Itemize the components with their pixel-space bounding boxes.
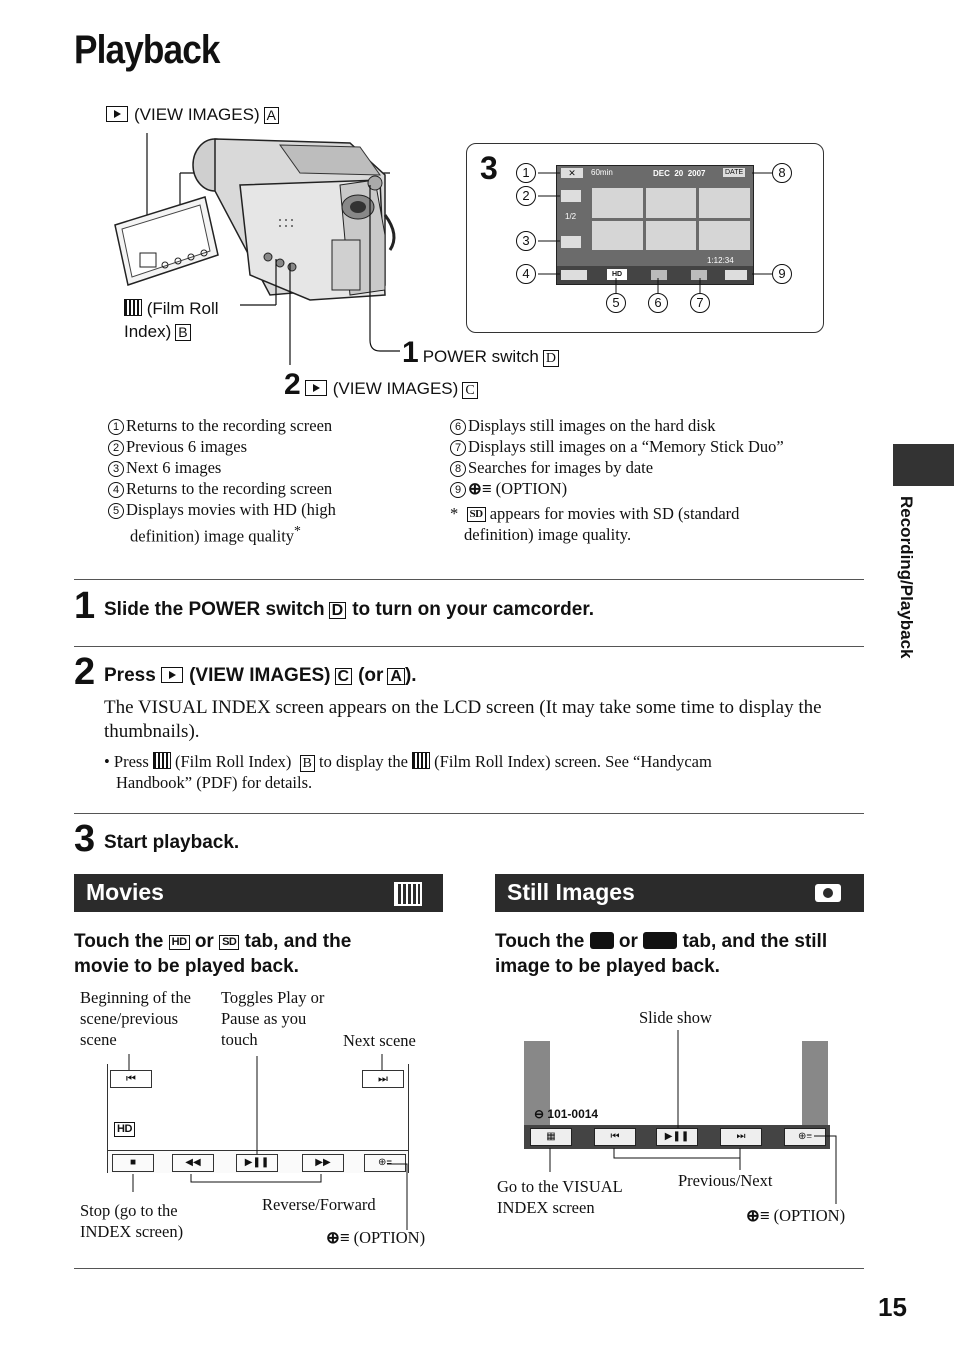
time-counter: 1:12:34	[707, 256, 734, 265]
legend-item-5: 5 Displays movies with HD (high	[108, 499, 438, 520]
view-images-a-label: (VIEW IMAGES) A	[106, 105, 279, 125]
power-switch-callout: 1 POWER switch D	[402, 336, 559, 370]
caption-option-still: ⊕≡ (OPTION)	[746, 1206, 846, 1225]
caption-slide-show: Slide show	[639, 1008, 712, 1027]
play-icon	[305, 380, 327, 396]
section-tab	[893, 444, 954, 486]
callout-8: 8	[772, 163, 794, 183]
caption-visual-index: Go to the VISUAL INDEX screen	[497, 1177, 623, 1217]
caption-toggle: Toggles Play or Pause as you touch	[221, 988, 325, 1049]
option-button[interactable]: ⊕≡	[784, 1128, 826, 1146]
option-button[interactable]: ⊕≡	[364, 1154, 406, 1172]
next-button[interactable]: ⏭	[720, 1128, 762, 1146]
option-icon: ⊕≡	[326, 1229, 350, 1247]
battery-remaining: 60min	[591, 168, 613, 177]
play-icon	[161, 667, 183, 683]
page-title: Playback	[74, 28, 220, 72]
legend-item-3: 3 Next 6 images	[108, 457, 438, 478]
legend-item-8: 8 Searches for images by date	[450, 457, 850, 478]
still-images-bar: Still Images	[495, 874, 864, 912]
callout-9: 9	[772, 264, 794, 284]
divider	[74, 646, 864, 647]
caption-next-scene: Next scene	[343, 1031, 416, 1050]
caption-stop: Stop (go to the INDEX screen)	[80, 1201, 184, 1241]
caption-option: ⊕≡ (OPTION)	[326, 1228, 426, 1247]
step-3-number: 3	[74, 818, 96, 860]
play-pause-button[interactable]: ▶❚❚	[236, 1154, 278, 1172]
callout-3: 3	[516, 231, 538, 251]
legend-sd-note: * SD appears for movies with SD (standard definition) image quality.	[450, 504, 740, 544]
letter-a: A	[264, 107, 279, 124]
step-2-number: 2	[74, 651, 96, 693]
legend-left: 1 Returns to the recording screen 2 Previous 6 images 3 Next 6 images 4 Returns to the recording screen 5 Displays movies with HD (high definition) image quality*	[108, 415, 438, 547]
close-icon[interactable]: ✕	[561, 168, 583, 178]
legend-item-9: 9 ⊕≡ (OPTION)	[450, 478, 850, 500]
letter-d: D	[543, 350, 559, 367]
index-button[interactable]: ▦	[530, 1128, 572, 1146]
legend-item-2: 2 Previous 6 images	[108, 436, 438, 457]
letter-b: B	[175, 324, 190, 341]
slide-show-button[interactable]: ▶❚❚	[656, 1128, 698, 1146]
stop-button[interactable]: ■	[112, 1154, 154, 1172]
divider	[74, 1268, 864, 1269]
page-number: 15	[878, 1292, 907, 1322]
sd-badge: SD	[467, 507, 486, 522]
caption-previous-next: Previous/Next	[678, 1171, 773, 1190]
film-roll-icon	[412, 752, 430, 769]
step-1-heading: Slide the POWER switch D to turn on your camcorder.	[104, 599, 594, 620]
section-label: Recording/Playback	[897, 496, 916, 659]
option-icon: ⊕≡	[468, 480, 492, 498]
next-scene-button[interactable]: ⏭	[362, 1070, 404, 1088]
reverse-button[interactable]: ◀◀	[172, 1154, 214, 1172]
option-icon: ⊕≡	[746, 1207, 770, 1225]
step-2-bullet: • Press (Film Roll Index) B to display the (Film Roll Index) screen. See “Handycam Handbook” (PDF) for details.	[104, 752, 712, 792]
step-1-number: 1	[74, 585, 96, 627]
step-3-marker: 3	[480, 150, 498, 186]
legend-right	[450, 415, 850, 545]
hd-badge: HD	[169, 935, 190, 950]
view-images-c-callout: 2 (VIEW IMAGES) C	[284, 368, 478, 402]
hd-indicator: HD	[114, 1122, 135, 1137]
callout-2: 2	[516, 186, 538, 206]
play-icon	[106, 106, 128, 122]
still-images-heading: Touch the or tab, and the still image to be played back.	[495, 931, 828, 977]
divider	[74, 579, 864, 580]
previous-button[interactable]: ⏮	[594, 1128, 636, 1146]
movies-heading: Touch the HD or SD tab, and the movie to be played back.	[74, 931, 352, 977]
callout-5: 5	[606, 293, 628, 313]
hd-tab[interactable]: HD	[607, 269, 627, 280]
page-indicator: 1/2	[565, 212, 577, 221]
callout-4: 4	[516, 264, 538, 284]
memory-stick-camera-icon	[643, 932, 677, 949]
prev-scene-button[interactable]: ⏮	[110, 1070, 152, 1088]
letter-c: C	[462, 382, 477, 399]
callout-7: 7	[690, 293, 712, 313]
callout-1: 1	[516, 163, 538, 183]
legend-item-7: 7 Displays still images on a “Memory Stick Duo”	[450, 436, 850, 457]
step-3-heading: Start playback.	[104, 832, 240, 853]
sd-badge: SD	[219, 935, 239, 950]
film-roll-label: (Film Roll Index) B	[124, 299, 219, 341]
forward-button[interactable]: ▶▶	[302, 1154, 344, 1172]
callout-6: 6	[648, 293, 670, 313]
caption-beginning: Beginning of the scene/previous scene	[80, 988, 191, 1049]
camera-icon	[815, 884, 841, 902]
file-number: ⊖ 101-0014	[534, 1107, 599, 1121]
step-2-body: The VISUAL INDEX screen appears on the LCD screen (It may take some time to display the thumbnails).	[104, 697, 822, 742]
callout-leaders	[536, 160, 776, 300]
film-icon	[394, 882, 422, 906]
legend-item-1: 1 Returns to the recording screen	[108, 415, 438, 436]
film-roll-icon	[153, 752, 171, 769]
divider	[74, 813, 864, 814]
legend-item-6: 6 Displays still images on the hard disk	[450, 415, 850, 436]
lcd-screen: ✕ 60min DEC 20 2007 DATE 1/2 1:12:34 HD	[556, 165, 754, 285]
movies-bar: Movies	[74, 874, 443, 912]
caption-reverse-forward: Reverse/Forward	[262, 1195, 376, 1214]
date-button[interactable]: DATE	[725, 169, 744, 176]
film-roll-icon	[124, 299, 142, 316]
camera-icon	[590, 932, 614, 949]
legend-item-4: 4 Returns to the recording screen	[108, 478, 438, 499]
step-2-heading: Press (VIEW IMAGES) C (or A ).	[104, 665, 417, 686]
